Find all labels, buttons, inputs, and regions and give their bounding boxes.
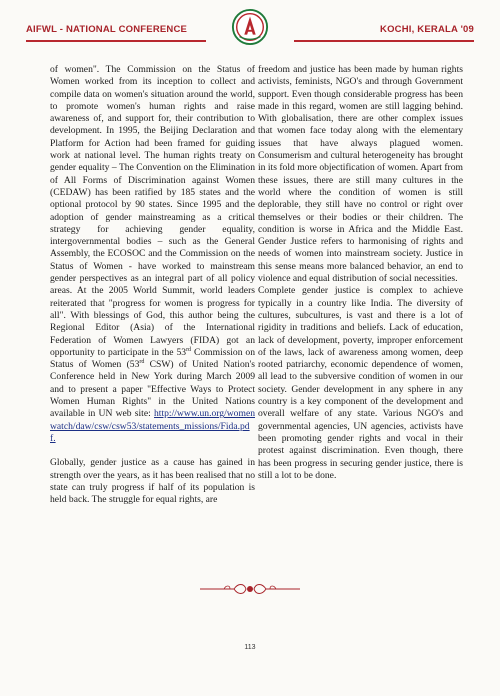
left-p1-text-c: CSW) of United Nation's Conference held in New York during March 2009 and to present a paper "Effective Ways to Protect Women Human Rights" in the United Nations available in UN web site: [50,359,256,420]
header-rule-right [294,40,474,42]
right-column [258,64,463,482]
header-rule-left [26,40,206,42]
fida-statement-link[interactable]: http://www.un.org/womenwatch/daw/csw/csw53/statements_missions/Fida.pdf. [50,408,255,444]
left-p1-text-a: of women". The Commission on the Status of Women worked from its inception to collect and compile data on women's situation around the world, to promote women's human rights and raise awareness of, and support for, their contribution to development. In 1995, the Beijing Declaration and Platform for Action had been framed for guiding work at national level. The human rights treaty on gender equality – The Convention on the Elimination of All Forms of Discrimination against Women (CEDAW) has been ratified by 185 states and the optional protocol by 90 states. Since 1995 and the adoption of gender mainstreaming as a critical strategy for achieving gender equality, intergovernmental bodies – such as the General Assembly, the ECOSOC and the Commission on the Status of Women - have worked to mainstream gender perspectives as an integral part of all policy areas. At the 2005 World Summit, world leaders reiterated that "progress for women is progress for all". With blessings of God, this author being the Regional Editor (Asia) of the International Federation of Women Lawyers (FIDA) got an opportunity to participate in the 53 [50,64,255,358]
paragraph-gap [50,445,255,457]
left-paragraph-1 [50,64,255,445]
left-p1-text-b: Commission on Status of Women (53 [50,346,255,371]
conference-title: AIFWL - NATIONAL CONFERENCE [26,24,188,35]
ordinal-suffix: rd [139,358,145,365]
conference-location: KOCHI, KERALA '09 [380,24,474,35]
aifwl-logo-icon [231,8,269,46]
right-paragraph-2: Complete gender justice is complex to achieve typically in a country like India. The diversity of cultures, subcultures, is vast and there is a lot of rigidity in traditions and beliefs. Lack of education, lack of development, poverty, improper enforcement of the laws, lack of awareness among women, deep rooted patriarchy, economic dependence of women, all lead to the subversive condition of women in our society. Gender development in any sphere in any country is a key component of the development and overall welfare of any state. Various NGO's and governmental agencies, UN agencies, activists have been promoting gender rights and vocal in their protest against discrimination. Even though, there has been progress in securing gender justice, there is still a lot to be done. [258,285,463,481]
ordinal-suffix: rd [186,346,192,353]
left-column [50,64,255,506]
page-header [26,6,474,48]
page-number: 113 [244,644,256,651]
right-paragraph-1: freedom and justice has been made by human rights activists, feminists, NGO's and through Government support. Even though considerable progress has been made in this regard, women are still lagging behind. With globalisation, there are other complex issues that women face today along with the elementary issues that have always plagued women. Consumerism and cultural heterogeneity has brought in its fold more objectification of women. Apart from these issues, there are still many cultures in the world where the condition of women is still deplorable, they still have no control or right over themselves or their bodies or their children. The condition is worse in Africa and the Middle East. Gender Justice refers to harmonising of rights and needs of women into mainstream society. Justice in this sense means more balanced behavior, an end to violence and equal distribution of social necessities. [258,64,463,285]
decorative-flourish-icon [198,581,302,597]
left-paragraph-2: Globally, gender justice as a cause has gained in strength over the years, as it has been realised that no state can truly progress if half of its population is held back. The struggle for equal rights, are [50,457,255,506]
